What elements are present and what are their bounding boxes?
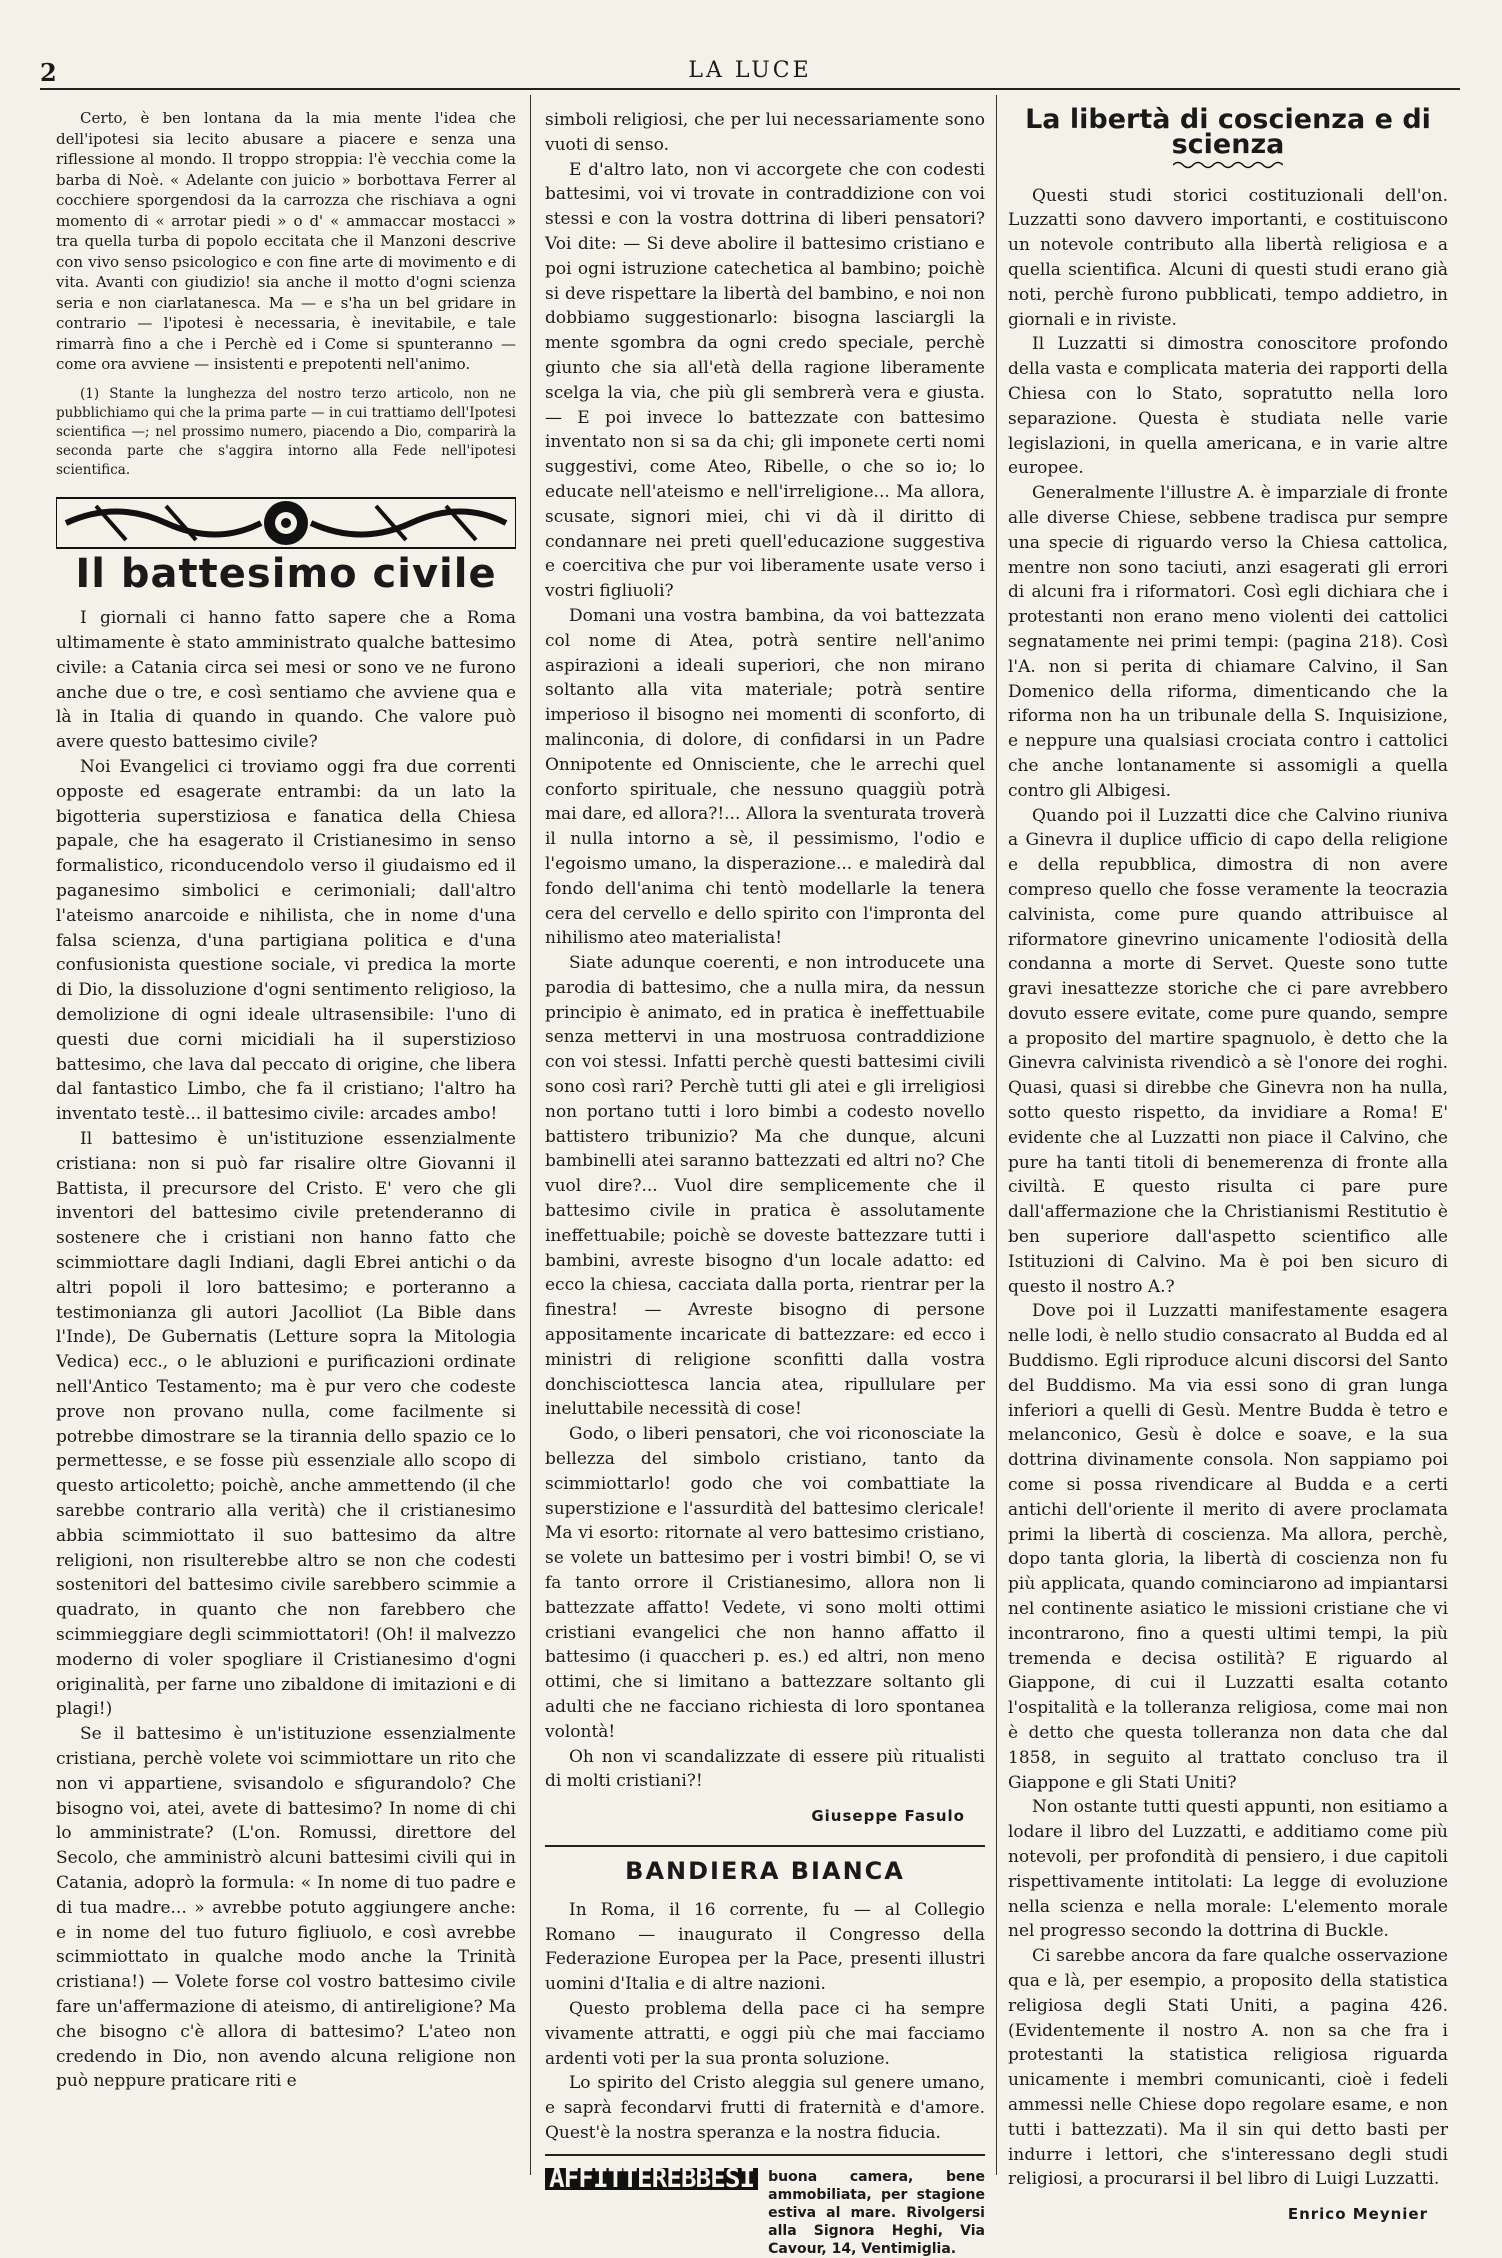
paragraph: Questo problema della pace ci ha sempre vivamente attratti, e oggi più che mai facciamo ardenti voti per la sua pronta soluzione. <box>545 1998 985 2069</box>
column-divider <box>996 95 997 2175</box>
column-3 <box>1008 104 1448 2243</box>
page-number: 2 <box>40 58 57 87</box>
paragraph: Oh non vi scandalizzate di essere più ritualisti di molti cristiani?! <box>545 1746 985 1792</box>
article-title: Il battesimo civile <box>75 550 497 597</box>
paragraph: Quando poi il Luzzatti dice che Calvino riuniva a Ginevra il duplice ufficio di capo della religione e della repubblica, dimostra di non avere compreso quello che fosse veramente la teocrazia calvinista, come pure quando attribuisce al riformatore ginevrino unicamente l'odiosità della condanna a morte di Servet. Queste sono tutte gravi inesattezze storiche che ci pare avrebbero dovuto essere evitate, come pure quando, sempre a proposito del martire spagnuolo, è detto che la Ginevra calvinista rivendicò a sè l'onore dei roghi. Quasi, quasi si direbbe che Ginevra non ha nulla, sotto questo rispetto, da invidiare a Roma! E' evidente che al Luzzatti non piace il Calvino, che pure ha tanti titoli di benemerenza di fronte alla civiltà. E questo risulta ci pare pure dall'affermazione che la Christianismi Restitutio è ben superiore dall'aspetto scientifico alle Istituzioni di Calvino. Ma è poi ben sicuro di questo il nostro A.? <box>1008 805 1448 1297</box>
page-header <box>40 58 1460 90</box>
column-1 <box>56 108 516 2094</box>
ornament-divider <box>56 494 516 552</box>
paragraph: Godo, o liberi pensatori, che voi riconosciate la bellezza del simbolo cristiano, tanto da scimmiottarlo! godo che voi combattiate la superstizione e l'assurdità del battesimo clericale! Ma vi esorto: ritornate al vero battesimo cristiano, se volete un battesimo per i vostri bimbi! O, se vi fa tanto orrore il Cristianesimo, allora non li battezzate affatto! Vedete, vi sono molti ottimi cristiani evangelici che non hanno affatto il battesimo (i quaccheri p. es.) ed altri, non meno ottimi, che si limitano a battezzare soltanto gli adulti che ne facciano richiesta di loro spontanea volontà! <box>545 1424 985 1742</box>
newspaper-title: LA LUCE <box>688 58 812 83</box>
paragraph: Lo spirito del Cristo aleggia sul genere umano, e saprà fecondarvi frutti di fraternità e d'amore. Quest'è la nostra speranza e la nostra fiducia. <box>545 2073 985 2143</box>
paragraph: I giornali ci hanno fatto sapere che a Roma ultimamente è stato amministrato qualche battesimo civile: a Catania circa sei mesi or sono ve ne furono anche due o tre, e così sentiamo che avviene qua e là in Italia di quando in quando. Che valore può avere questo battesimo civile? <box>56 608 516 753</box>
article-continuation: Certo, è ben lontana da la mia mente l'idea che dell'ipotesi sia lecito abusare a piacere e senza una riflessione al mondo. Il troppo stroppia: l'è vecchia come la barba di Noè. « Adelante con juicio » borbottava Ferrer al cocchiere sporgendosi da la carrozza che rischiava a ogni momento di « arrotar piedi » o d' « ammaccar mostacci » tra quella turba di popolo eccitata che il Manzoni descrive con vivo senso psicologico e con fine arte di movimento e di vita. Avanti con giudizio! sia anche il motto d'ogni scienza seria e non ciarlatanesca. Ma — e s'ha un bel gridare in contrario — l'ipotesi è necessaria, è inevitabile, e tale rimarrà fino a che i Perchè ed i Come si spunteranno — come ora avviene — insistenti e prepotenti nell'animo. <box>56 109 516 373</box>
paragraph: Il battesimo è un'istituzione essenzialmente cristiana: non si può far risalire oltre Giovanni il Battista, il precursore del Cristo. E' vero che gli inventori del battesimo civile pretenderanno di sostenere che i cristiani non hanno fatto che scimmiottare dagli Indiani, dagli Ebrei antichi o da altri popoli il loro battesimo; e porteranno a testimonianza gli autori Jacolliot (La Bible dans l'Inde), De Gubernatis (Letture sopra la Mitologia Vedica) ecc., o le abluzioni e purificazioni ordinate nell'Antico Testamento; ma è pur vero che codeste prove non provano nulla, come facilmente si potrebbe dimostrare se la tirannia dello spazio ce lo permettesse, e se fosse più essenziale allo scopo di questo articoletto; poichè, anche ammettendo (il che sarebbe contrario alla verità) che il cristianesimo abbia scimmiottato il suo battesimo da altre religioni, non risulterebbe altro se non che codesti sostenitori del battesimo civile sarebbero scimmie a quadrato, in quanto che non farebbero che scimmieggiare degli scimmiottatori! (Oh! il malvezzo moderno di voler spogliare il Cristianesimo d'ogni originalità, per farne uno zibaldone di imitazioni e di plagi!) <box>56 1129 516 1720</box>
section-rule <box>545 2154 985 2156</box>
paragraph: Generalmente l'illustre A. è imparziale di fronte alle diverse Chiese, sebbene tradisca pur sempre una specie di riguardo verso la Chiesa cattolica, mentre non sono taciuti, anzi esagerati gli errori di alcuni fra i riformatori. Così egli dichiara che i protestanti non erano meno violenti dei cattolici segnatamente nei primi tempi: (pagina 218). Così l'A. non si perita di chiamare Calvino, il San Domenico della riforma, dimenticando che la riforma non ha un tribunale della S. Inquisizione, e neppure una qualsiasi crociata contro i cattolici che anche lontanamente si assomigli a quella contro gli Albigesi. <box>1008 483 1448 801</box>
paragraph: Ci sarebbe ancora da fare qualche osservazione qua e là, per esempio, a proposito della statistica religiosa degli Stati Uniti, a pagina 426. (Evidentemente il nostro A. non sa che fra i protestanti la statistica religiosa riguarda unicamente i membri comunicanti, cioè i fedeli ammessi nelle Chiese dopo regolare esame, e non tutti i battezzati). Ma il sin qui detto basti per indurre i lettori, che s'interessano degli studi religiosi, a procurarsi il bel libro di Luigi Luzzatti. <box>1008 1946 1448 2190</box>
section-rule <box>545 1845 985 1847</box>
paragraph: Domani una vostra bambina, da voi battezzata col nome di Atea, potrà sentire nell'animo aspirazioni a ideali superiori, che non mirano soltanto alla vita materiale; potrà sentire imperioso il bisogno nei momenti di sconforto, di malinconia, di dolore, di confidarsi in un Padre Onnipotente ed Onnisciente, che le arrechi quel conforto spirituale, che nessuno quaggiù potrà mai dare, ed allora?!... Allora la sventurata troverà il nulla intorno a sè, il pessimismo, l'odio e l'egoismo umano, la disperazione... e maledirà dal fondo dell'anima chi tentò modellarle la tenera cera del cervello e dello spirito con l'impronta del nihilismo ateo materialista! <box>545 605 985 949</box>
paragraph: Noi Evangelici ci troviamo oggi fra due correnti opposte ed esagerate entrambi: da un lato la bigotteria superstiziosa e fanatica della Chiesa papale, che ha esagerato il Cristianesimo in senso formalistico, riconducendolo verso il giudaismo ed il paganesimo simbolici e cerimoniali; dall'altro l'ateismo anarcoide e nihilista, che in nome d'una falsa scienza, d'una partigiana politica e d'una confusionista questione sociale, vi predica la morte di Dio, la dissoluzione d'ogni sentimento religioso, la demolizione di ogni ideale ultrasensibile: l'uno di questi due corni micidiali ha il superstizioso battesimo, che lava dal peccato di origine, che libera dal fantastico Limbo, che fa il cristiano; l'altro ha inventato testè... il battesimo civile: arcades ambo! <box>56 757 516 1125</box>
paragraph: E d'altro lato, non vi accorgete che con codesti battesimi, voi vi trovate in contraddizione con voi stessi e con la vostra dottrina di liberi pensatori? Voi dite: — Si deve abolire il battesimo cristiano e poi ogni istruzione catechetica al bambino; poichè si deve rispettare la libertà del bambino, e noi non dobbiamo suggestionarlo: bisogna lasciargli la mente sgombra da ogni credo speciale, perchè giunto che sia all'età della ragione liberamente scelga la via, che più gli sembrerà vera e giusta. — E poi invece lo battezzate con battesimo inventato non si sa da chi; gli imponete certi nomi suggestivi, come Ateo, Ribelle, o che so io; lo educate nell'ateismo e nell'irreligione... Ma allora, scusate, signori miei, chi vi dà il diritto di condannare nei preti quell'educazione suggestiva e coercitiva che pur voi liberamente usate verso i vostri figliuoli? <box>545 159 985 602</box>
paragraph: Siate adunque coerenti, e non introducete una parodia di battesimo, che a nulla mira, da nessun principio è animato, ed in pratica è ineffettuabile senza mettervi in una mostruosa contraddizione con voi stessi. Infatti perchè questi battesimi civili sono così rari? Perchè tutti gli atei e gli irreligiosi non portano tutti i loro bimbi a codesto novello battistero tribunizio? Ma che dunque, alcuni bambinelli atei saranno battezzati ed altri no? Che vuol dire?... Vuol dire semplicemente che il battesimo civile in pratica è assolutamente ineffettuabile; poichè se doveste battezzare tutti i bambini, avreste bisogno d'un locale adatto: ed ecco la chiesa, cacciata dalla porta, rientrar per la finestra! — Avreste bisogno di persone appositamente incaricate di battezzare: ed ecco i ministri di religione sconfitti dalla vostra donchisciottesca lancia atea, ripullulare per ineluttabile necessità di cose! <box>545 953 985 1420</box>
paragraph: simboli religiosi, che per lui necessariamente sono vuoti di senso. <box>545 110 985 155</box>
classified-ad <box>545 2163 985 2258</box>
paragraph: Questi studi storici costituzionali dell'on. Luzzatti sono davvero importanti, e costituiscono un notevole contributo alla libertà religiosa e a quella scientifica. Alcuni di questi studi erano già noti, perchè furono pubblicati, tempo addietro, in giornali e in riviste. <box>1008 185 1448 330</box>
paragraph: In Roma, il 16 corrente, fu — al Collegio Romano — inaugurato il Congresso della Federazione Europea per la Pace, presenti illustri uomini d'Italia e di altre nazioni. <box>545 1899 985 1995</box>
column-divider <box>530 95 531 2175</box>
author-signature: Enrico Meynier <box>1287 2205 1428 2224</box>
paragraph: Non ostante tutti questi appunti, non esitiamo a lodare il libro del Luzzatti, e additiamo come più notevoli, per profondità di pensiero, i due capitoli rispettivamente intitolati: La legge di evoluzione nella scienza e nella morale: L'elemento morale nel progresso secondo la dottrina di Buckle. <box>1008 1797 1448 1942</box>
ad-headline: AFFITTEREBBESI <box>545 2168 758 2190</box>
paragraph: Dove poi il Luzzatti manifestamente esagera nelle lodi, è nello studio consacrato al Budda ed al Buddismo. Egli riproduce alcuni discorsi del Santo del Buddismo. Ma via essi sono di gran lunga inferiori a quelli di Gesù. Mentre Budda è tetro e melanconico, Gesù è dolce e soave, e la sua dottrina divinamente consola. Non sappiamo poi come si possa rivendicare al Budda e a certi antichi dell'oriente il merito di avere proclamata primi la libertà di coscienza. Ma allora, perchè, dopo tanta gloria, la libertà di coscienza non fu più applicata, quando cominciarono ad impiantarsi nel continente asiatico le missioni cristiane che vi incontrarono, fino a questi ultimi tempi, la più tremenda e decisa ostilità? E riguardo al Giappone, di cui il Luzzatti esalta cotanto l'ospitalità e la tolleranza religiosa, come mai non è detto che questa tolleranza non data che dal 1858, in seguito al trattato concluso tra il Giappone e gli Stati Uniti? <box>1008 1301 1448 1793</box>
column-2 <box>545 108 985 2258</box>
wavy-rule <box>1173 160 1283 170</box>
paragraph: Il Luzzatti si dimostra conoscitore profondo della vasta e complicata materia dei rapporti della Chiesa con lo Stato, sopratutto nella loro separazione. Questa è studiata nelle varie legislazioni, in quella americana, e in varie altre europee. <box>1008 334 1448 479</box>
paragraph: Se il battesimo è un'istituzione essenzialmente cristiana, perchè volete voi scimmiottare un rito che non vi appartiene, svisandolo e sfigurandolo? Che bisogno voi, atei, avete di battesimo? In nome di chi lo amministrate? (L'on. Romussi, direttore del Secolo, che amministrò alcuni battesimi civili qui in Catania, adoprò la formula: « In nome di tuo padre e di tua madre... » avrebbe potuto aggiungere anche: e in nome del tuo futuro figliuolo, e così avrebbe scimmiottato in qualche modo anche la Trinità cristiana!) — Volete forse col vostro battesimo civile fare un'affermazione di ateismo, di antireligione? Ma che bisogno c'è allora di battesimo? L'ateo non credendo in Dio, non avendo alcuna religione non può neppure praticare riti e <box>56 1724 516 2092</box>
article-title: La libertà di coscienza e di scienza <box>1025 104 1431 160</box>
ad-text: buona camera, bene ammobiliata, per stagione estiva al mare. Rivolgersi alla Signora Heghi, Via Cavour, 14, Ventimiglia. <box>768 2168 985 2257</box>
author-signature: Giuseppe Fasulo <box>811 1807 965 1826</box>
footnote: (1) Stante la lunghezza del nostro terzo articolo, non ne pubblichiamo qui che la prima parte — in cui trattiamo dell'Ipotesi scientifica —; nel prossimo numero, piacendo a Dio, comparirà la seconda parte che s'aggira intorno alla Fede nell'ipotesi scientifica. <box>56 385 516 478</box>
section-title: BANDIERA BIANCA <box>625 1856 905 1885</box>
